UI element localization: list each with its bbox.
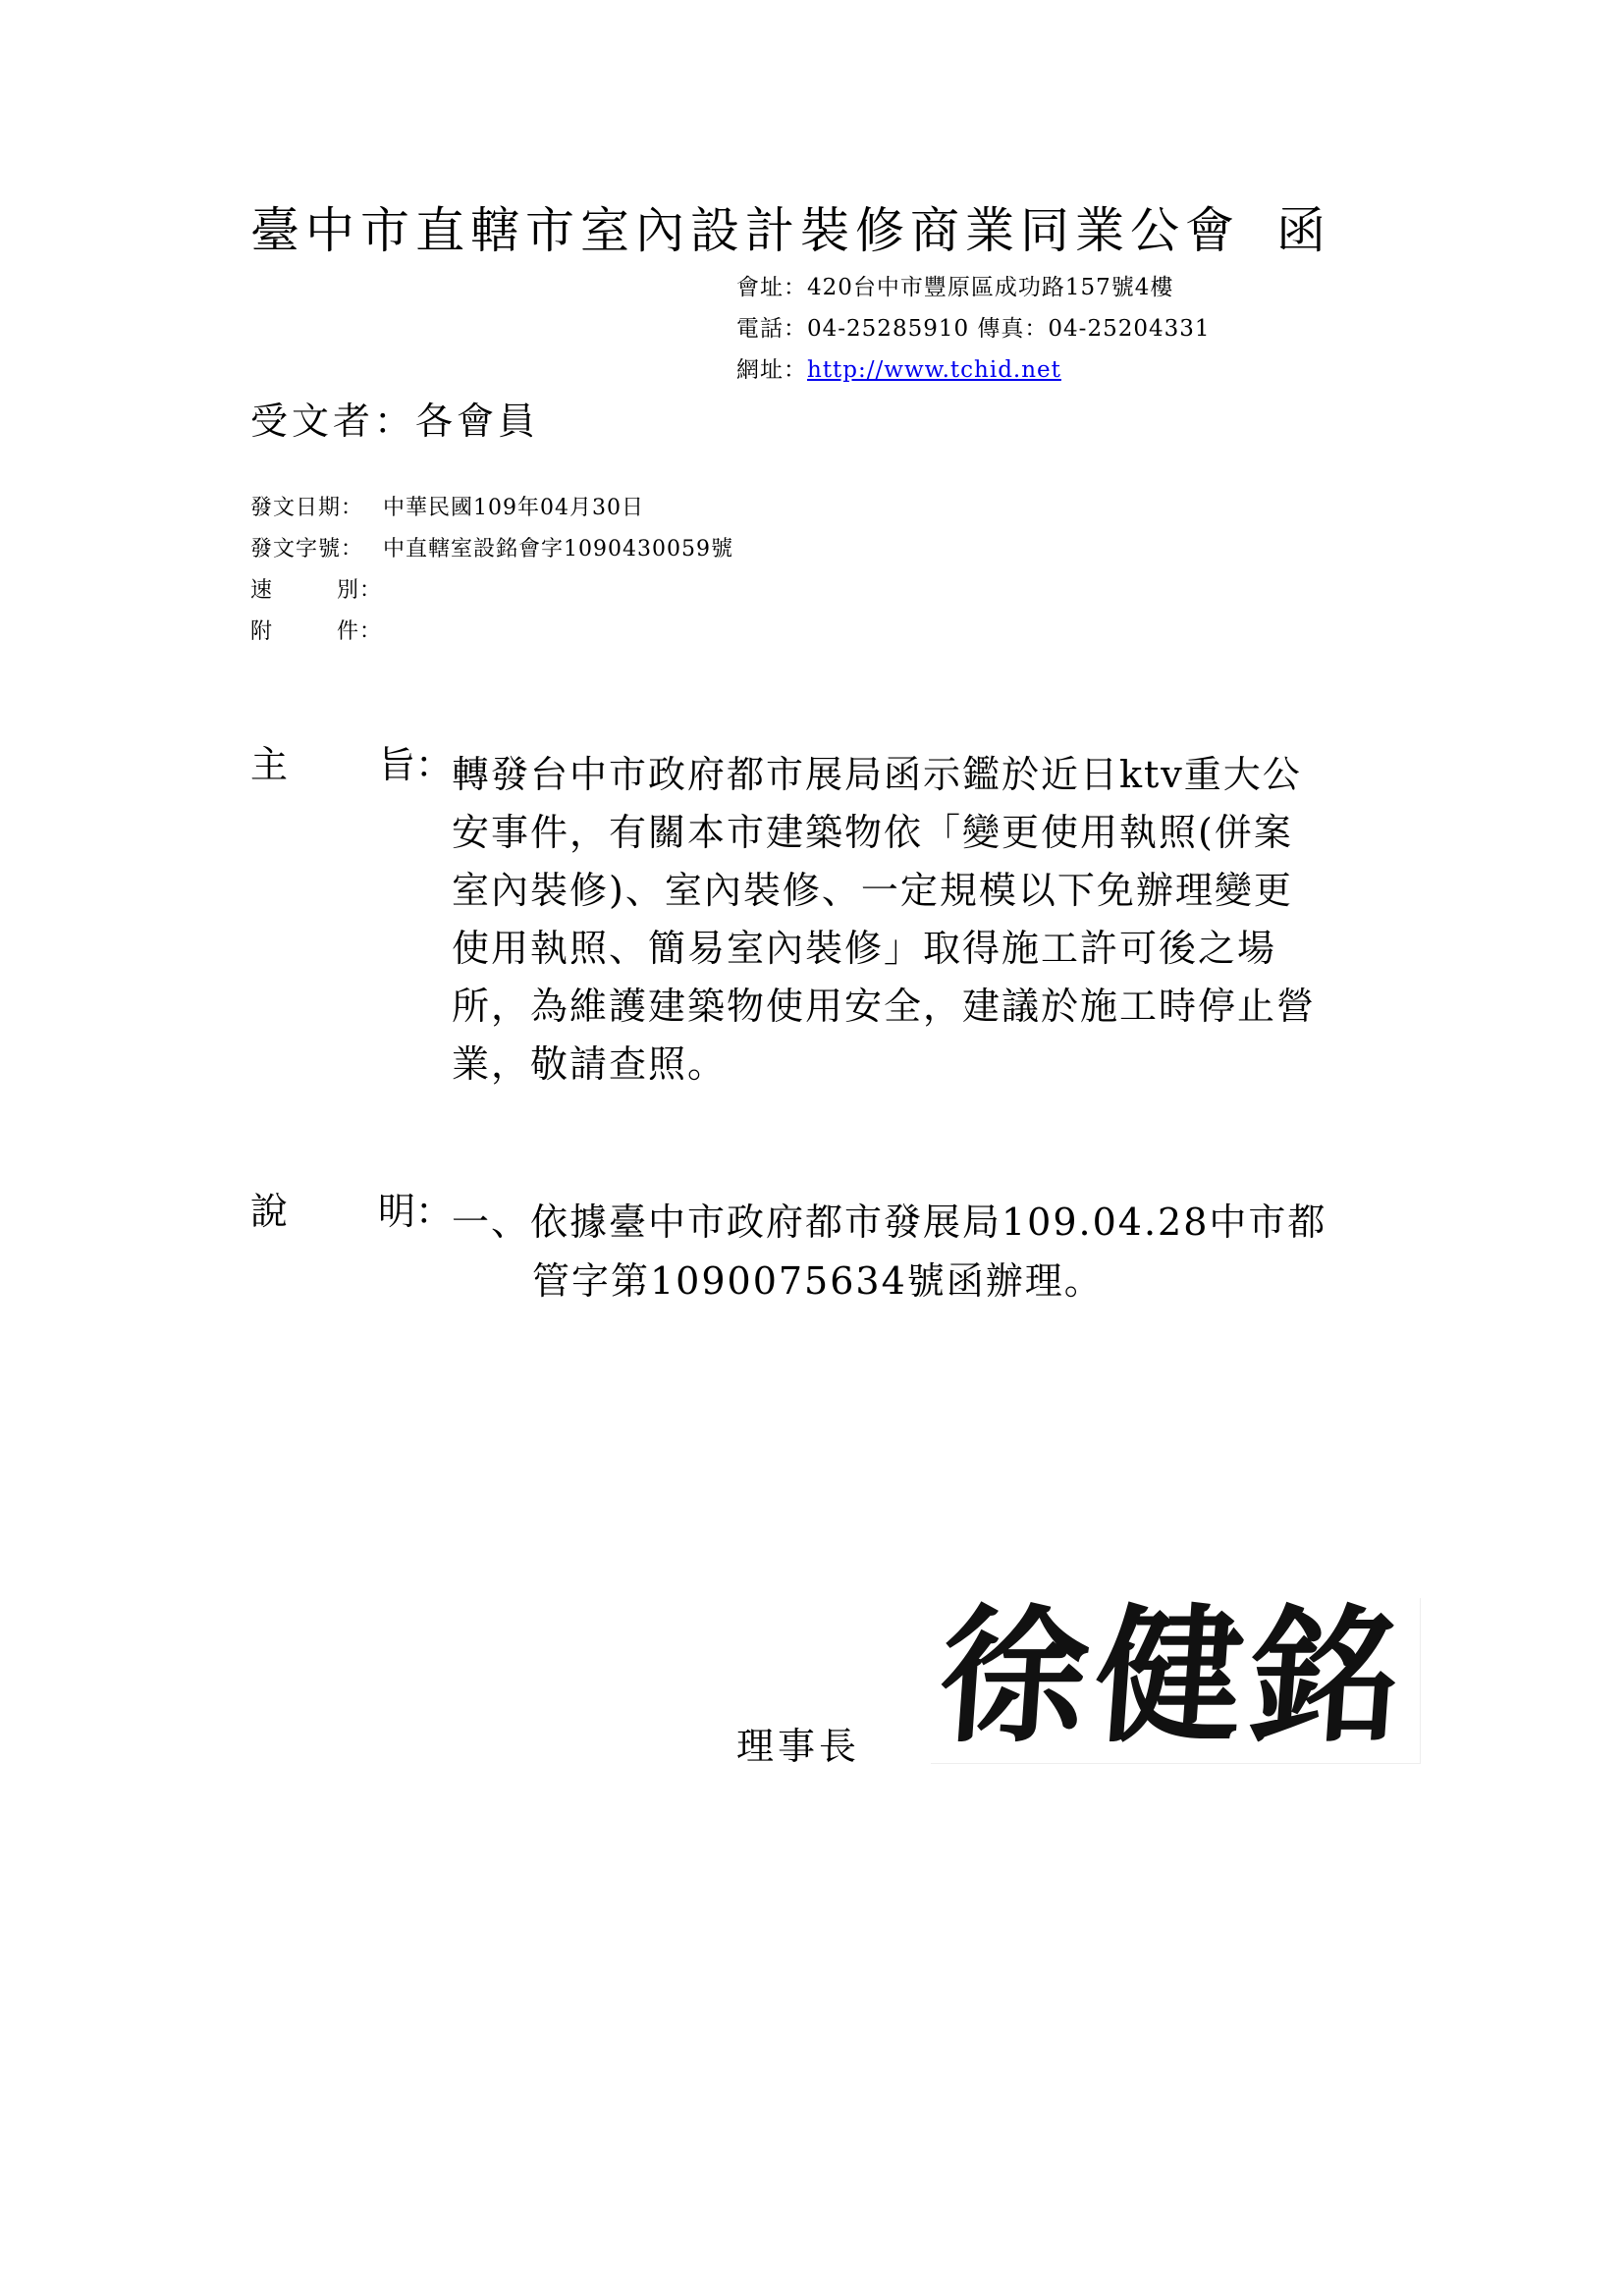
priority-label-char: 速 (250, 578, 274, 603)
signature-name: 徐健銘 (934, 1592, 1413, 1763)
subject-line: 安事件，有關本市建築物依「變更使用執照(併案 (452, 811, 1293, 854)
subject-line: 使用執照、簡易室內裝修」取得施工許可後之場 (452, 927, 1277, 970)
subject-line: 所，為維護建築物使用安全，建議於施工時停止營 (452, 985, 1317, 1028)
document-type: 函 (1276, 202, 1326, 259)
subject-line: 室內裝修)、室內裝修、一定規模以下免辦理變更 (452, 869, 1293, 912)
subject-line: 轉發台中市政府都市展局函示鑑於近日ktv重大公 (452, 753, 1302, 796)
issue-date-row (250, 498, 644, 519)
explanation-line: 管字第1090075634號函辦理。 (532, 1259, 1104, 1303)
subject-label-rest: 旨： (378, 743, 454, 786)
priority-label-rest: 別： (337, 578, 383, 603)
subject-label-char: 主 (250, 743, 289, 786)
explanation-label-rest: 明： (378, 1190, 454, 1233)
chairman-title: 理事長 (736, 1725, 861, 1768)
explanation-label-char: 說 (250, 1190, 289, 1233)
subject-body (452, 746, 1409, 1094)
issue-number-value: 中直轄室設銘會字1090430059號 (383, 537, 733, 561)
attachment-label (250, 621, 383, 643)
explanation-line: 一、依據臺中市政府都市發展局109.04.28中市都 (452, 1201, 1327, 1244)
priority-row (250, 580, 383, 602)
website-link[interactable]: http://www.tchid.net (807, 357, 1061, 383)
document-title: 臺中市直轄市室內設計裝修商業同業公會 (250, 202, 1240, 259)
explanation-body (452, 1193, 1326, 1310)
attachment-label-rest: 件： (337, 619, 383, 644)
association-phone-fax: 電話：04-25285910 傳真：04-25204331 (736, 316, 1211, 342)
issue-date-label: 發文日期： (250, 496, 364, 520)
chairman-signature (931, 1592, 1421, 1764)
association-website (736, 359, 1061, 382)
issue-number-row (250, 539, 733, 561)
recipient-line: 受文者：各會員 (250, 400, 540, 443)
website-label: 網址： (736, 357, 807, 383)
attachment-row (250, 621, 383, 643)
priority-label (250, 580, 383, 602)
association-address: 會址：420台中市豐原區成功路157號4樓 (736, 275, 1174, 300)
attachment-label-char: 附 (250, 619, 274, 644)
issue-number-label: 發文字號： (250, 537, 364, 561)
subject-line: 業，敬請查照。 (452, 1042, 728, 1086)
issue-date-value: 中華民國109年04月30日 (383, 496, 644, 520)
